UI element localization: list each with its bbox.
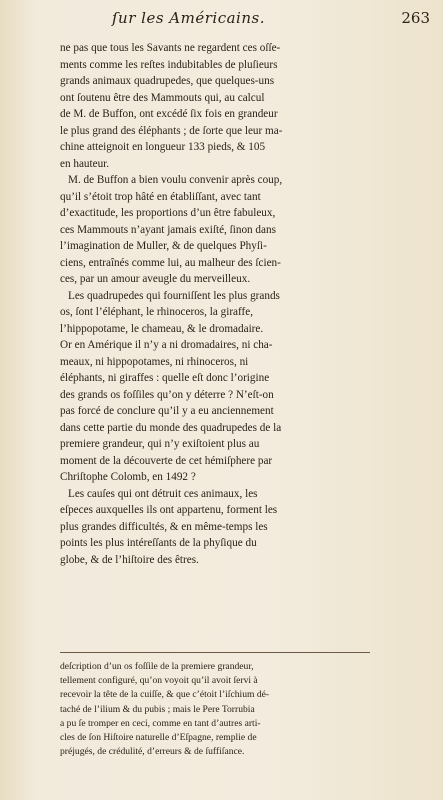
text-line: Les cauſes qui ont détruit ces animaux, les — [68, 487, 258, 500]
text-line: qu’il s’étoit trop hâté en établiſſant, avec tant — [60, 190, 261, 203]
text-line: ces Mammouts n’ayant jamais exiſté, ſinon dans — [60, 223, 276, 236]
running-title: ſur les Américains. — [112, 9, 265, 27]
text-line: l’hippopotame, le chameau, & le dromadaire. — [60, 322, 264, 335]
text-line: d’exactitude, les proportions d’un être fabuleux, — [60, 207, 276, 219]
text-line: Les quadrupedes qui fourniſſent les plus grands — [68, 289, 280, 302]
footnote-line: a pu ſe tromper en ceci, comme en tant d’autres arti- — [60, 717, 261, 729]
footnote — [60, 660, 360, 759]
text-line: M. de Buffon a bien voulu convenir après coup, — [68, 174, 283, 186]
text-line: l’imagination de Muller, & de quelques Phyſi- — [60, 240, 267, 252]
text-line: des grands os foſſiles qu’on y déterre ? N’eſt-on — [60, 388, 274, 401]
text-line: os, ſont l’éléphant, le rhinoceros, la giraffe, — [60, 306, 254, 318]
footnote-line: préjugés, de crédulité, d’erreurs & de ſuffiſance. — [60, 746, 245, 758]
footnote-line: tellement configuré, qu’on voyoit qu’il avoit ſervi à — [60, 675, 258, 687]
text-line: ont ſoutenu être des Mammouts qui, au calcul — [60, 91, 265, 104]
main-text — [60, 40, 360, 568]
text-line: ments comme les reſtes indubitables de pluſieurs — [60, 58, 278, 71]
text-line: globe, & de l’hiſtoire des êtres. — [60, 553, 199, 566]
text-line: ciens, entraînés comme lui, au malheur des ſcien- — [60, 256, 281, 269]
text-line: premiere grandeur, qui n’y exiſtoient plus au — [60, 438, 260, 450]
text-line: Chriſtophe Colomb, en 1492 ? — [60, 471, 196, 483]
text-line: points les plus intéreſſants de la phyſique du — [60, 537, 257, 549]
text-line: en hauteur. — [60, 157, 110, 170]
text-line: ne pas que tous les Savants ne regardent ces oſſe- — [60, 42, 281, 54]
text-line: Or en Amérique il n’y a ni dromadaires, ni cha- — [60, 339, 273, 351]
text-line: le plus grand des éléphants ; de ſorte que leur ma- — [60, 124, 283, 137]
footnote-line: taché de l’ilium & du pubis ; mais le Pere Torrubia — [60, 703, 255, 715]
text-line: de M. de Buffon, ont excédé ſix fois en grandeur — [60, 108, 278, 120]
text-line: éléphants, ni giraffes : quelle eſt donc l’origine — [60, 372, 270, 384]
footnote-line: deſcription d’un os foſſile de la premiere grandeur, — [60, 661, 254, 672]
text-line: moment de la découverte de cet hémiſphere par — [60, 454, 273, 467]
text-line: plus grandes difficultés, & en même-temps les — [60, 520, 268, 533]
text-line: ces, par un amour aveugle du merveilleux. — [60, 273, 251, 285]
running-head — [60, 6, 430, 30]
page-number: 263 — [401, 9, 430, 27]
text-line: eſpeces auxquelles ils ont appartenu, forment les — [60, 504, 278, 516]
footnote-rule — [60, 652, 370, 653]
text-line: dans cette partie du monde des quadrupedes de la — [60, 421, 282, 434]
text-line: grands animaux quadrupedes, que quelques-uns — [60, 75, 275, 87]
text-line: meaux, ni hippopotames, ni rhinoceros, ni — [60, 355, 249, 368]
text-line: pas forcé de conclure qu’il y a eu anciennement — [60, 405, 274, 417]
footnote-line: recevoir la tête de la cuiſſe, & que c’étoit l’iſchium dé- — [60, 689, 270, 701]
footnote-line: cles de ſon Hiſtoire naturelle d’Eſpagne, remplie de — [60, 731, 257, 743]
text-line: chine atteignoit en longueur 133 pieds, & 105 — [60, 141, 266, 153]
